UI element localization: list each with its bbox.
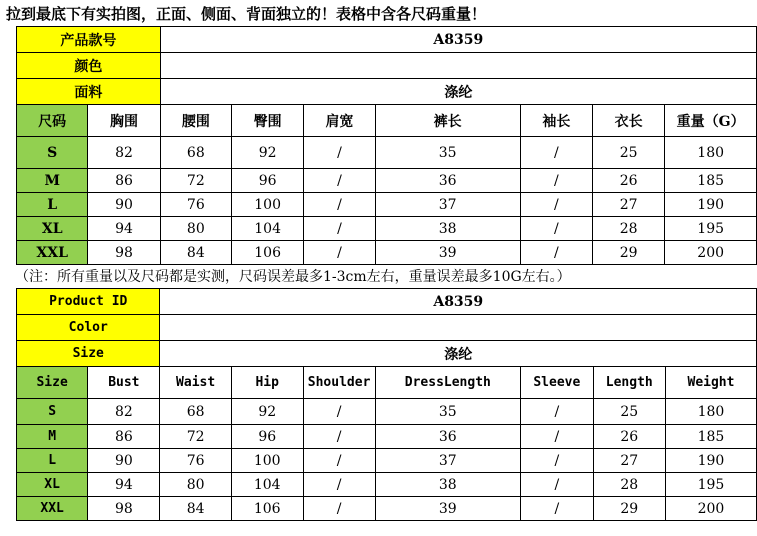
column-header: 重量（G） [665, 105, 757, 137]
value-cell: 72 [160, 169, 231, 193]
value-cell: 29 [593, 497, 665, 521]
value-cell: 100 [231, 449, 303, 473]
value-cell: 90 [88, 449, 160, 473]
value-cell: 104 [231, 217, 303, 241]
value-cell: 28 [593, 217, 665, 241]
value-cell: 36 [375, 169, 520, 193]
value-cell: 26 [593, 425, 665, 449]
table-row [17, 169, 757, 193]
value-cell: 180 [665, 399, 756, 425]
header-row [17, 367, 757, 399]
value-cell: 90 [88, 193, 160, 217]
value-cell: 27 [593, 193, 665, 217]
column-header: 肩宽 [304, 105, 375, 137]
table-row [17, 497, 757, 521]
column-header: Weight [665, 367, 756, 399]
value-cell: 76 [160, 449, 231, 473]
value-cell: / [520, 137, 592, 169]
value-cell: / [303, 497, 375, 521]
value-cell: 28 [593, 473, 665, 497]
info-rows [17, 289, 757, 367]
size-grid [17, 105, 757, 265]
column-header: Hip [231, 367, 303, 399]
table-row [17, 425, 757, 449]
value-cell: 86 [88, 169, 160, 193]
value-cell: 29 [593, 241, 665, 265]
value-cell: 84 [160, 497, 231, 521]
value-cell: / [520, 217, 592, 241]
value-cell: / [521, 473, 593, 497]
value-cell: / [304, 217, 375, 241]
size-cell: XL [17, 217, 88, 241]
size-cell: M [17, 425, 88, 449]
value-cell: 96 [231, 425, 303, 449]
value-cell: / [521, 497, 593, 521]
value-cell: 26 [593, 169, 665, 193]
column-header: Waist [160, 367, 231, 399]
value-cell: 96 [231, 169, 303, 193]
info-label: Color [17, 315, 160, 341]
info-label: Size [17, 341, 160, 367]
column-header: 尺码 [17, 105, 88, 137]
info-row [17, 315, 757, 341]
size-cell: S [17, 137, 88, 169]
info-row [17, 289, 757, 315]
value-cell: 39 [375, 241, 520, 265]
info-value [160, 315, 757, 341]
info-value [160, 53, 756, 79]
value-cell: 35 [375, 399, 521, 425]
table-row [17, 241, 757, 265]
info-row [17, 79, 757, 105]
value-cell: 36 [375, 425, 521, 449]
table-row [17, 473, 757, 497]
size-cell: XXL [17, 241, 88, 265]
table-row [17, 217, 757, 241]
value-cell: / [521, 399, 593, 425]
value-cell: 190 [665, 193, 757, 217]
value-cell: / [304, 169, 375, 193]
value-cell: 100 [231, 193, 303, 217]
value-cell: 80 [160, 217, 231, 241]
value-cell: / [303, 473, 375, 497]
column-header: Size [17, 367, 88, 399]
column-header: Shoulder [303, 367, 375, 399]
value-cell: / [520, 241, 592, 265]
column-header: 臀围 [231, 105, 303, 137]
value-cell: 185 [665, 169, 757, 193]
page-heading: 拉到最底下有实拍图，正面、侧面、背面独立的！表格中含各尺码重量！ [6, 5, 487, 23]
value-cell: 195 [665, 473, 756, 497]
value-cell: 94 [88, 217, 160, 241]
value-cell: 25 [593, 399, 665, 425]
value-cell: 37 [375, 449, 521, 473]
size-table-chinese [16, 26, 757, 265]
value-cell: 92 [231, 137, 303, 169]
value-cell: 106 [231, 241, 303, 265]
info-value: 涤纶 [160, 341, 757, 367]
value-cell: 38 [375, 217, 520, 241]
value-cell: 190 [665, 449, 756, 473]
info-row [17, 53, 757, 79]
value-cell: 39 [375, 497, 521, 521]
value-cell: 106 [231, 497, 303, 521]
value-cell: 98 [88, 497, 160, 521]
value-cell: / [303, 399, 375, 425]
column-header: Sleeve [521, 367, 593, 399]
column-header: DressLength [375, 367, 521, 399]
value-cell: 72 [160, 425, 231, 449]
value-cell: 38 [375, 473, 521, 497]
column-header: 裤长 [375, 105, 520, 137]
info-label: Product ID [17, 289, 160, 315]
value-cell: / [520, 169, 592, 193]
size-cell: XL [17, 473, 88, 497]
value-cell: 82 [88, 399, 160, 425]
size-cell: XXL [17, 497, 88, 521]
info-value: A8359 [160, 27, 756, 53]
size-table-english [16, 288, 757, 521]
size-cell: L [17, 193, 88, 217]
value-cell: / [521, 449, 593, 473]
value-cell: 80 [160, 473, 231, 497]
value-cell: / [521, 425, 593, 449]
measurement-note: （注：所有重量以及尺码都是实测，尺码误差最多1-3cm左右，重量误差最多10G左右。） [15, 269, 571, 285]
value-cell: 185 [665, 425, 756, 449]
value-cell: 35 [375, 137, 520, 169]
column-header: 衣长 [593, 105, 665, 137]
value-cell: 94 [88, 473, 160, 497]
info-label: 产品款号 [17, 27, 161, 53]
value-cell: 98 [88, 241, 160, 265]
size-cell: M [17, 169, 88, 193]
table-row [17, 193, 757, 217]
column-header: Bust [88, 367, 160, 399]
value-cell: 104 [231, 473, 303, 497]
value-cell: 25 [593, 137, 665, 169]
value-cell: / [304, 137, 375, 169]
value-cell: 27 [593, 449, 665, 473]
table-row [17, 399, 757, 425]
value-cell: 68 [160, 137, 231, 169]
size-grid [17, 367, 757, 521]
info-row [17, 341, 757, 367]
info-rows [17, 27, 757, 105]
value-cell: / [304, 241, 375, 265]
column-header: 胸围 [88, 105, 160, 137]
value-cell: 68 [160, 399, 231, 425]
info-value: 涤纶 [160, 79, 756, 105]
size-cell: S [17, 399, 88, 425]
value-cell: / [520, 193, 592, 217]
header-row [17, 105, 757, 137]
table-row [17, 137, 757, 169]
value-cell: 82 [88, 137, 160, 169]
value-cell: 86 [88, 425, 160, 449]
info-row [17, 27, 757, 53]
column-header: Length [593, 367, 665, 399]
value-cell: 76 [160, 193, 231, 217]
value-cell: 180 [665, 137, 757, 169]
value-cell: / [303, 449, 375, 473]
value-cell: 200 [665, 497, 756, 521]
info-label: 颜色 [17, 53, 161, 79]
value-cell: / [304, 193, 375, 217]
column-header: 袖长 [520, 105, 592, 137]
info-label: 面料 [17, 79, 161, 105]
value-cell: 37 [375, 193, 520, 217]
value-cell: 200 [665, 241, 757, 265]
value-cell: 195 [665, 217, 757, 241]
value-cell: 84 [160, 241, 231, 265]
table-row [17, 449, 757, 473]
value-cell: 92 [231, 399, 303, 425]
column-header: 腰围 [160, 105, 231, 137]
size-cell: L [17, 449, 88, 473]
info-value: A8359 [160, 289, 757, 315]
value-cell: / [303, 425, 375, 449]
